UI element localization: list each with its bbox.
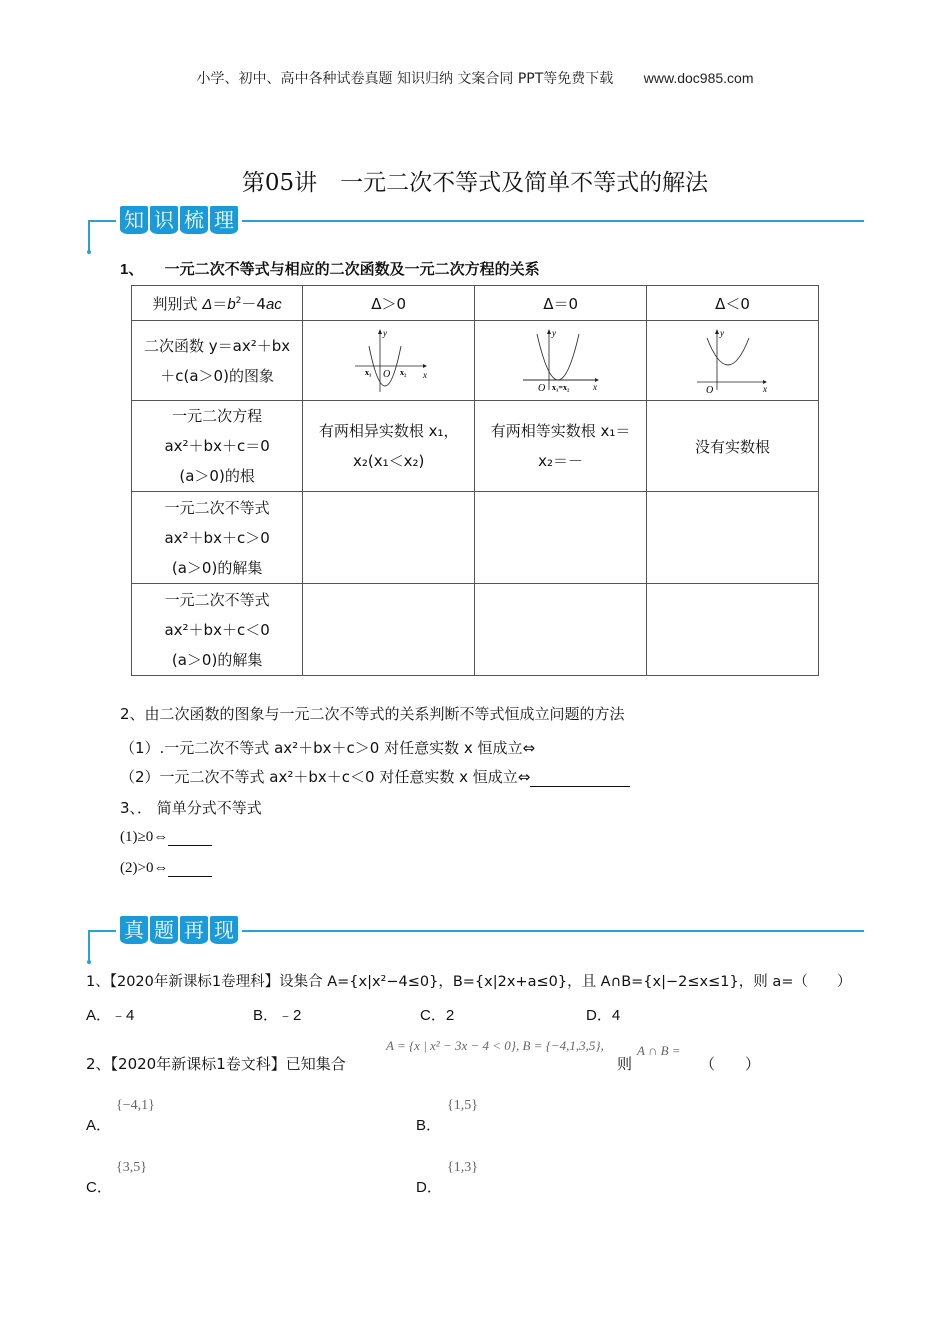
table-rowhead xyxy=(132,492,303,584)
graph-no-roots xyxy=(647,321,819,401)
option-label: C． xyxy=(86,1179,112,1196)
item3-sub1-text: (1)≥0⇔ xyxy=(120,829,169,845)
banner-rule-vertical xyxy=(88,220,90,252)
svg-text:x: x xyxy=(592,381,597,392)
option-value: 4 xyxy=(611,1007,621,1024)
item2-sub2-text: （2）一元二次不等式 ax²＋bx＋c＜0 对任意实数 x 恒成立⇔ xyxy=(120,768,531,786)
page-header xyxy=(0,68,950,88)
question-2-formula: A = {x | x² − 3x − 4 < 0}, B = {−4,1,3,5}, xyxy=(386,1038,604,1053)
parabola-one-root-icon xyxy=(521,328,601,394)
banner-tile: 真 xyxy=(120,916,148,944)
table-rowhead xyxy=(132,584,303,676)
rowhead-line: 一元二次方程 xyxy=(172,407,263,425)
svg-text:O: O xyxy=(705,384,713,394)
svg-text:x: x xyxy=(422,369,427,380)
option-value: ﹣4 xyxy=(111,1007,135,1024)
table-header-col: Δ＞0 xyxy=(303,286,475,321)
option-label: A． xyxy=(86,1007,112,1024)
option-value: 2 xyxy=(445,1007,455,1024)
q1-option-c[interactable] xyxy=(420,1004,454,1025)
rowhead-line: (a＞0)的解集 xyxy=(171,650,263,669)
table-header-col: Δ＜0 xyxy=(647,286,819,321)
table-header-discriminant: 判别式 $\Delta=b^2-4ac$ xyxy=(132,286,303,321)
svg-text:x₁=x₂: x₁=x₂ xyxy=(551,382,569,392)
header-site-link[interactable]: www.doc985.com xyxy=(643,70,754,86)
item2-heading: 2、由二次函数的图象与一元二次不等式的关系判断不等式恒成立问题的方法 xyxy=(120,705,625,723)
banner-rule-vertical xyxy=(88,930,90,962)
question-2-paren: （ ） xyxy=(700,1055,761,1073)
rowhead-line: 一元二次不等式 xyxy=(164,590,270,609)
option-label: D． xyxy=(416,1179,442,1196)
table-rowhead xyxy=(132,321,303,401)
table-row xyxy=(132,584,819,676)
cell-line: x₂＝－ xyxy=(538,452,584,470)
item2-sub2 xyxy=(120,766,630,787)
option-label: A． xyxy=(86,1117,112,1134)
rowhead-line: ax²＋bx＋c＝0 xyxy=(164,437,270,455)
banner-tiles xyxy=(116,916,242,944)
item2-sub1: （1）.一元二次不等式 ax²＋bx＋c＞0 对任意实数 x 恒成立⇔ xyxy=(120,739,536,757)
page-title: 第05讲 一元二次不等式及简单不等式的解法 xyxy=(241,170,709,196)
svg-text:x₁: x₁ xyxy=(364,367,372,377)
option-value: ﹣2 xyxy=(278,1007,302,1024)
table-cell-blank[interactable] xyxy=(303,492,475,584)
item1-text: 一元二次不等式与相应的二次函数及一元二次方程的关系 xyxy=(164,260,540,278)
rowhead-line: ax²＋bx＋c＞0 xyxy=(164,528,270,547)
table-cell xyxy=(475,401,647,492)
graph-one-root xyxy=(475,321,647,401)
item3-sub1 xyxy=(120,829,212,846)
question-2-then: 则 xyxy=(617,1055,633,1073)
discriminant-label: 判别式 xyxy=(152,295,203,313)
banner-dot xyxy=(87,960,91,964)
parabola-no-roots-icon xyxy=(693,328,773,394)
svg-text:y: y xyxy=(719,327,724,338)
banner-tile: 题 xyxy=(150,916,178,944)
table-cell: 没有实数根 xyxy=(647,401,819,492)
q2-option-c-value: {3,5} xyxy=(116,1160,147,1175)
rowhead-line: (a＞0)的根 xyxy=(179,467,255,485)
q1-option-a[interactable] xyxy=(86,1004,134,1025)
rowhead-line: 二次函数 y＝ax²＋bx xyxy=(144,336,291,355)
table-cell-blank[interactable] xyxy=(647,492,819,584)
table-cell-blank[interactable] xyxy=(303,584,475,676)
answer-blank[interactable] xyxy=(168,831,212,846)
graph-two-roots xyxy=(303,321,475,401)
table-header-col: Δ＝0 xyxy=(475,286,647,321)
option-label: D． xyxy=(586,1007,612,1024)
q2-option-c[interactable] xyxy=(86,1176,112,1197)
rowhead-line: ax²＋bx＋c＜0 xyxy=(164,620,270,639)
banner-tile: 知 xyxy=(120,206,148,234)
table-cell-blank[interactable] xyxy=(475,492,647,584)
header-tagline: 小学、初中、高中各种试卷真题 知识归纳 文案合同 PPT等免费下载 xyxy=(196,71,614,87)
table-cell-blank[interactable] xyxy=(647,584,819,676)
option-label: B． xyxy=(416,1117,442,1134)
svg-text:O: O xyxy=(382,368,390,380)
q1-option-b[interactable] xyxy=(253,1004,301,1025)
question-2-prefix: 2、【2020年新课标1卷文科】已知集合 xyxy=(86,1055,346,1073)
q2-option-a-value: {−4,1} xyxy=(116,1098,155,1113)
answer-blank[interactable] xyxy=(168,862,212,877)
item3-heading: 3、． 简单分式不等式 xyxy=(120,799,262,817)
table-cell xyxy=(303,401,475,492)
banner-tile: 现 xyxy=(210,916,238,944)
banner-tiles xyxy=(116,206,242,234)
rowhead-line: ＋c(a＞0)的图象 xyxy=(160,366,274,385)
rowhead-line: 一元二次不等式 xyxy=(164,498,270,517)
svg-text:x₂: x₂ xyxy=(399,367,407,377)
section-banner-exam xyxy=(88,914,864,964)
banner-tile: 理 xyxy=(210,206,238,234)
table-row xyxy=(132,401,819,492)
item3-sub2-text: (2)>0⇔ xyxy=(120,860,169,876)
q2-option-a[interactable] xyxy=(86,1114,111,1135)
banner-tile: 再 xyxy=(180,916,208,944)
svg-text:y: y xyxy=(382,327,387,338)
option-label: C． xyxy=(420,1007,446,1024)
table-cell-blank[interactable] xyxy=(475,584,647,676)
item1-number: 1、 xyxy=(120,261,144,278)
cell-line: x₂(x₁＜x₂) xyxy=(352,452,425,470)
parabola-two-roots-icon xyxy=(349,328,429,394)
q2-option-d[interactable] xyxy=(416,1176,442,1197)
banner-tile: 识 xyxy=(150,206,178,234)
svg-text:O: O xyxy=(537,382,545,394)
q1-option-d[interactable] xyxy=(586,1004,620,1025)
banner-dot xyxy=(87,250,91,254)
q2-option-d-value: {1,3} xyxy=(447,1160,478,1175)
rowhead-line: (a＞0)的解集 xyxy=(171,558,263,577)
table-rowhead xyxy=(132,401,303,492)
q2-option-b[interactable] xyxy=(416,1114,441,1135)
question-2-formula2: A ∩ B = xyxy=(637,1043,681,1058)
item1-heading xyxy=(120,258,540,279)
table-row xyxy=(132,492,819,584)
relation-table xyxy=(131,285,819,676)
cell-line: 有两相异实数根 x₁， xyxy=(318,422,459,440)
q2-option-b-value: {1,5} xyxy=(447,1098,478,1113)
table-row xyxy=(132,321,819,401)
item3-sub2 xyxy=(120,860,212,877)
section-banner-knowledge xyxy=(88,204,864,254)
answer-blank[interactable] xyxy=(530,772,630,787)
option-label: B． xyxy=(253,1007,279,1024)
banner-tile: 梳 xyxy=(180,206,208,234)
svg-text:y: y xyxy=(551,327,556,338)
svg-text:x: x xyxy=(762,383,767,394)
question-1: 1、【2020年新课标1卷理科】设集合 A={x|x²−4≤0}，B={x|2x+a≤0}，且 A∩B={x|−2≤x≤1}，则 a=（ ） xyxy=(86,974,852,990)
cell-line: 有两相等实数根 x₁＝ xyxy=(490,422,631,440)
table-header-row xyxy=(132,286,819,321)
